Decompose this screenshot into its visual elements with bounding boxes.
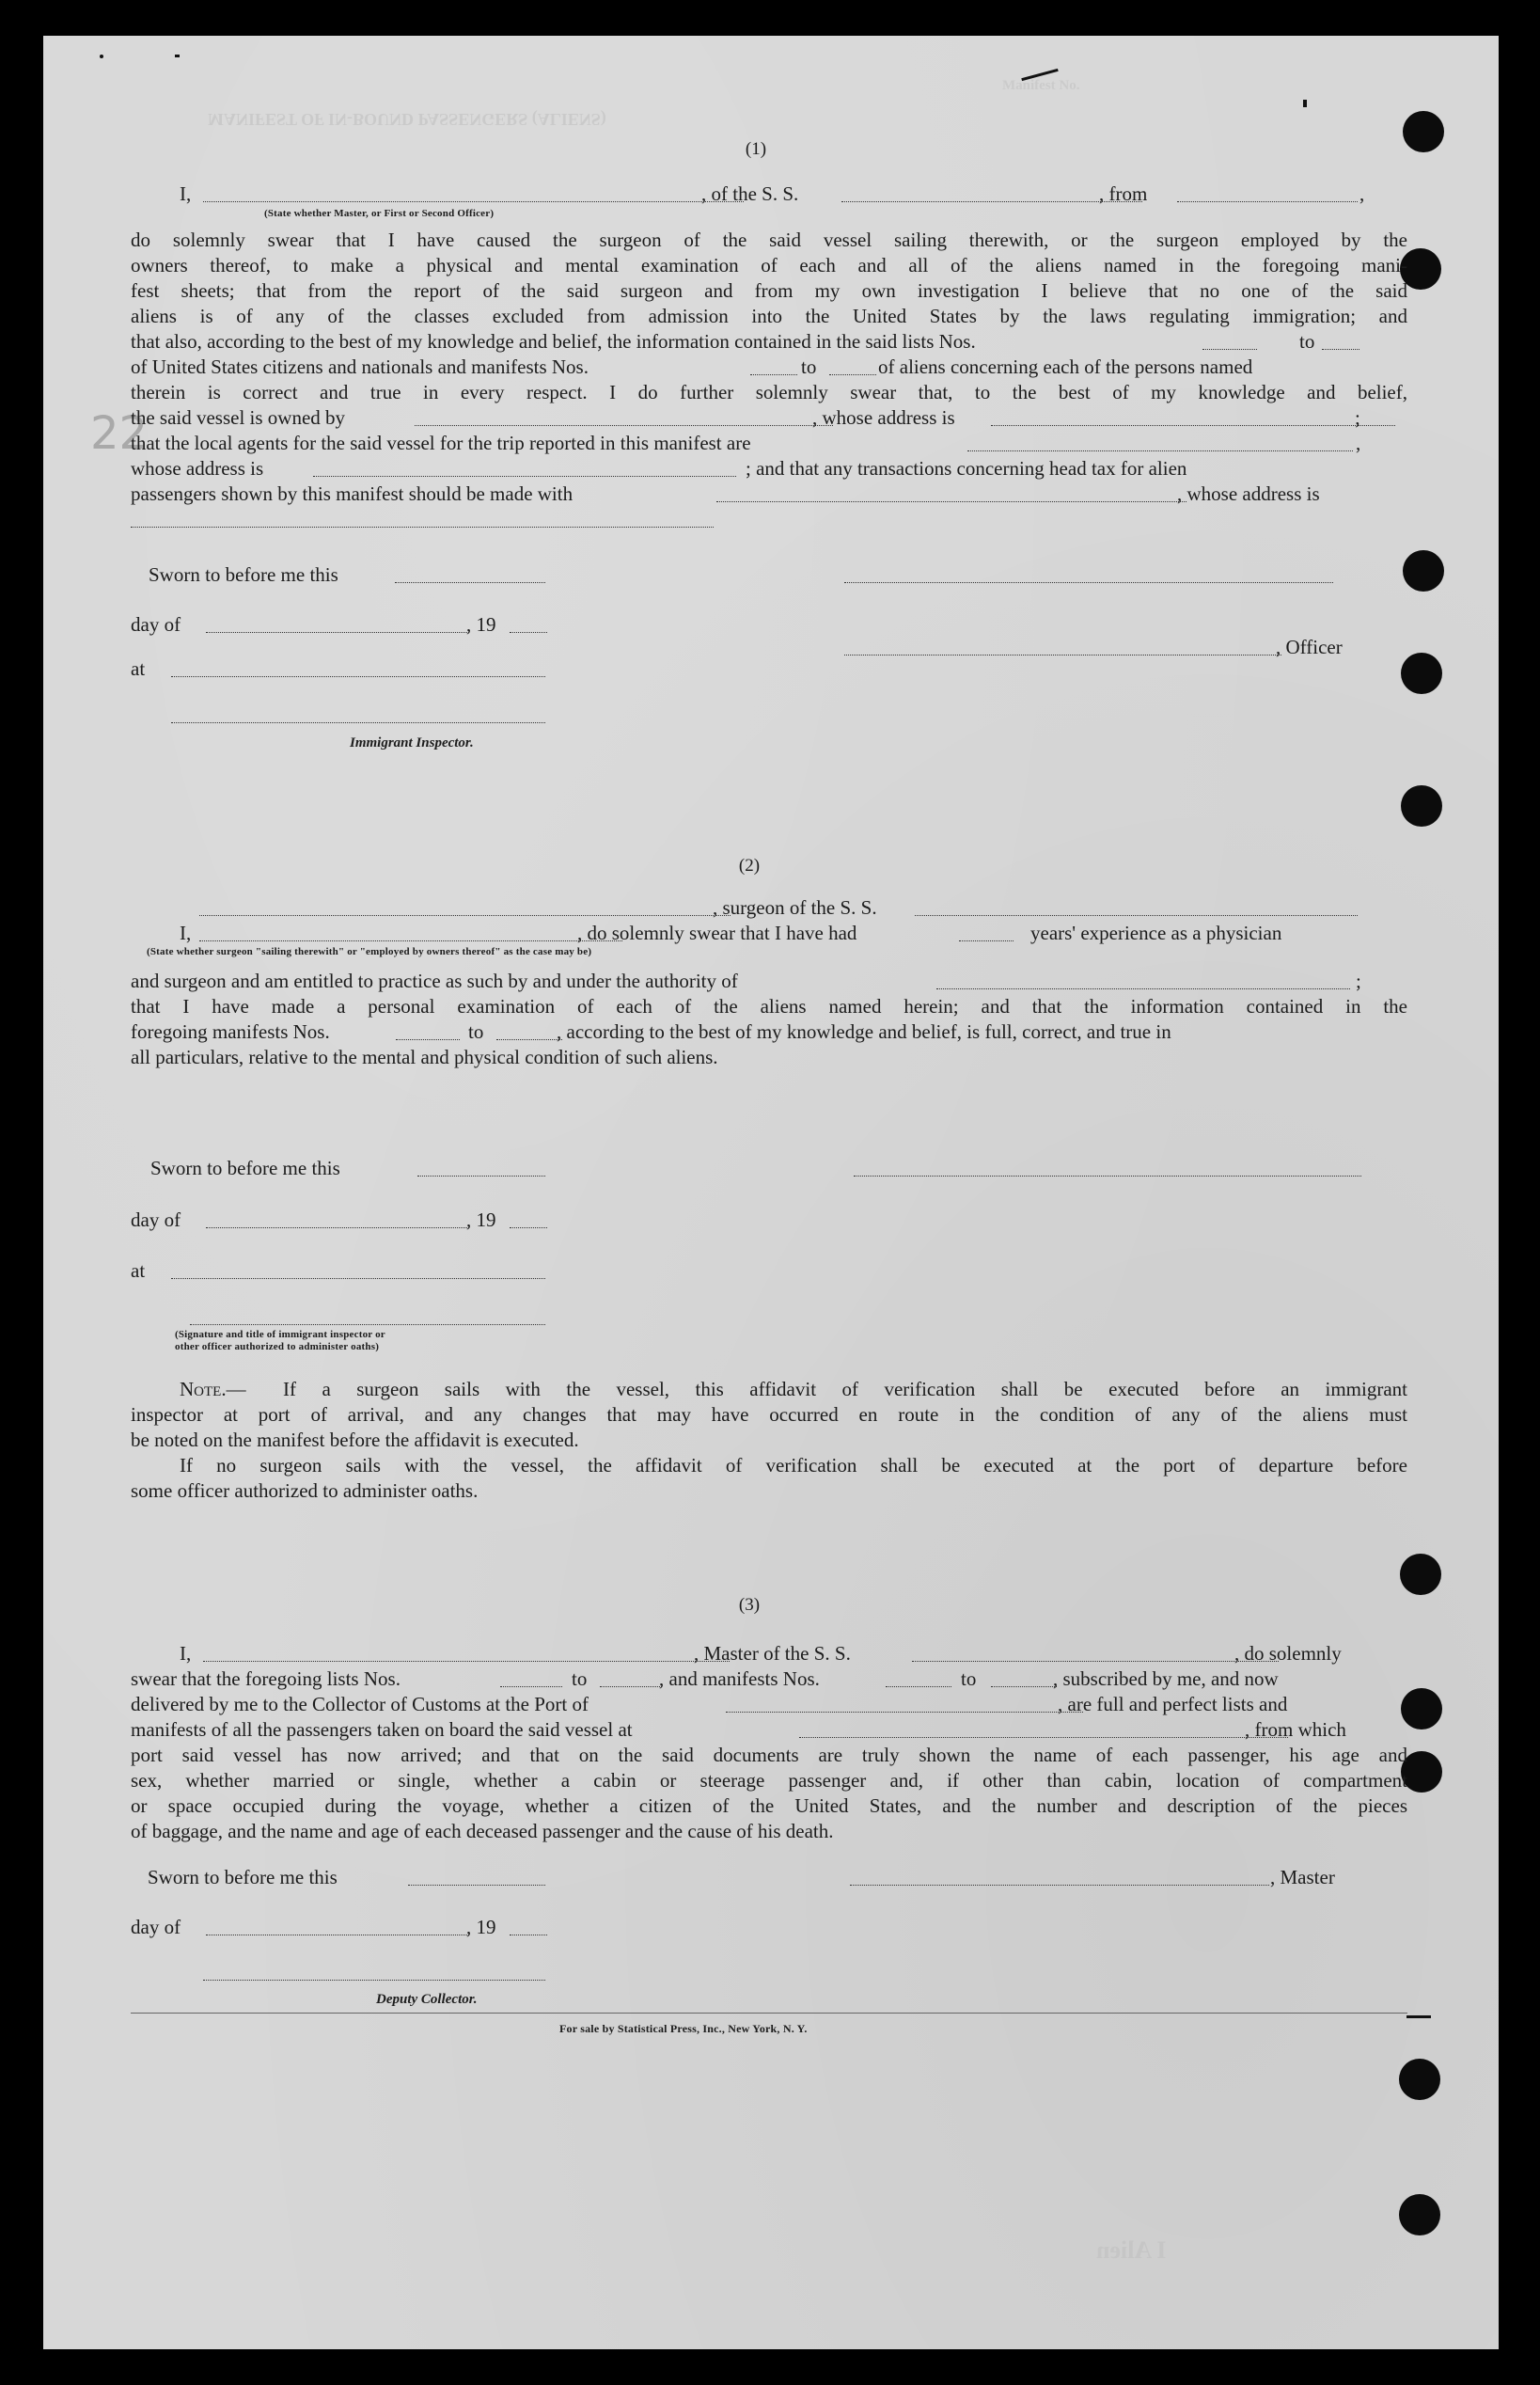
lists-no-from-field[interactable] [1202, 349, 1257, 350]
section-2-semicolon: ; [1356, 970, 1361, 992]
section-1-para-line: do solemnly swear that I have caused the surgeon of the said vessel sailing therewith, or the surgeon employed by the [131, 229, 1407, 251]
section-2-swear-text: , do solemnly swear that I have had [577, 922, 857, 944]
section-1-owned-label: the said vessel is owned by [131, 406, 346, 429]
section-3-manifests-from-field[interactable] [886, 1686, 951, 1687]
section-1-day-of-label: day of [131, 613, 181, 636]
section-3-number: (3) [738, 1595, 761, 1615]
surgeon-name-field[interactable] [199, 915, 731, 916]
section-2-signature-field[interactable] [854, 1176, 1361, 1177]
section-1-at-field[interactable] [171, 676, 545, 677]
section-3-sworn-day-field[interactable] [408, 1885, 545, 1886]
note-line: be noted on the manifest before the affidavit is executed. [131, 1429, 579, 1451]
section-2-year-field[interactable] [510, 1227, 547, 1228]
note-label-group [180, 1377, 246, 1401]
agent-address-field[interactable] [313, 476, 736, 477]
section-1-signature-field[interactable] [844, 582, 1333, 583]
lists-no-to-field[interactable] [1322, 349, 1359, 350]
section-3-master-of-label: , Master of the S. S. [694, 1642, 851, 1665]
owner-address-field[interactable] [991, 425, 1395, 426]
section-2-at-label: at [131, 1259, 146, 1282]
section-1-head-tax-address-label: , whose address is [1177, 482, 1320, 505]
section-3-day-of-label: day of [131, 1916, 181, 1938]
section-1-month-field[interactable] [206, 632, 469, 633]
section-3-lists-from-field[interactable] [500, 1686, 562, 1687]
section-3-perfect-lists-text: , are full and perfect lists and [1058, 1693, 1288, 1715]
section-3-solemnly-label: , do solemnly [1234, 1642, 1342, 1665]
section-3-collector-text: delivered by me to the Collector of Customs at the Port of [131, 1693, 589, 1715]
ink-speck [1303, 100, 1307, 107]
note-line: inspector at port of arrival, and any changes that may have occurred en route in the condition of any of the aliens must [131, 1403, 1407, 1426]
section-2-at-field[interactable] [171, 1278, 545, 1279]
section-2-manifests-from-field[interactable] [396, 1039, 460, 1040]
section-3-to-label-2: to [961, 1667, 977, 1690]
section-3-para-line: or space occupied during the voyage, whether a citizen of the United States, and the number and description of the pieces [131, 1794, 1407, 1817]
punch-hole [1401, 1688, 1442, 1730]
section-1-i-label: I, [180, 182, 192, 205]
section-1-comma: , [1359, 182, 1365, 205]
section-3-from-which-text: , from which [1245, 1718, 1346, 1741]
punch-hole [1399, 2059, 1440, 2100]
section-2-belief-text: , according to the best of my knowledge and belief, is full, correct, and true in [557, 1020, 1171, 1043]
section-2-officer-signature-field[interactable] [190, 1324, 545, 1325]
section-2-physician-text: years' experience as a physician [1030, 922, 1282, 944]
section-1-line5-to: to [1299, 330, 1315, 353]
head-tax-address-field[interactable] [131, 527, 714, 528]
section-3-i-label: I, [180, 1642, 192, 1665]
note-line-4-wrap [180, 1453, 1407, 1478]
ink-speck [100, 55, 103, 58]
section-2-number: (2) [738, 856, 761, 876]
section-3-para-line: sex, whether married or single, whether a cabin or steerage passenger and, if other than cabin, location of compartment [131, 1769, 1407, 1792]
section-1-line5-text: that also, according to the best of my knowledge and belief, the information contained in the said lists Nos. [131, 330, 976, 353]
punch-hole [1401, 785, 1442, 827]
section-1-agents-label: that the local agents for the said vessel for the trip reported in this manifest are [131, 432, 751, 454]
note-line: If a surgeon sails with the vessel, this affidavit of verification shall be executed before an immigrant [283, 1378, 1407, 1400]
note-line-2-wrap [131, 1402, 1407, 1428]
section-2-line6: all particulars, relative to the mental and physical condition of such aliens. [131, 1046, 718, 1068]
manifests-no-from-field[interactable] [750, 374, 797, 375]
section-2-surgeon-of-label: , surgeon of the S. S. [713, 896, 877, 919]
section-1-line6-text: of United States citizens and nationals and manifests Nos. [131, 355, 589, 378]
section-1-sworn-day-field[interactable] [395, 582, 545, 583]
section-3-master-name-field[interactable] [203, 1661, 730, 1662]
punch-hole [1399, 2194, 1440, 2235]
punch-hole [1400, 1554, 1441, 1595]
section-2-year-label: , 19 [466, 1208, 496, 1231]
section-2-i-label: I, [180, 922, 192, 944]
section-2-sworn-label: Sworn to before me this [150, 1157, 340, 1179]
master-label: , Master [1270, 1866, 1335, 1888]
inspector-signature-field[interactable] [171, 722, 545, 723]
section-2-manifests-label: foregoing manifests Nos. [131, 1020, 330, 1043]
deputy-collector-label: Deputy Collector. [376, 1992, 478, 2007]
section-3-to-label-1: to [572, 1667, 588, 1690]
head-tax-party-field[interactable] [716, 501, 1186, 502]
section-2-manifests-to-field[interactable] [496, 1039, 562, 1040]
section-1-line6-to: to [801, 355, 817, 378]
section-1-para-line: fest sheets; that from the report of the said surgeon and from my own investigation I believe that no one of the said [131, 279, 1407, 302]
section-1-of-ss-label: , of the S. S. [701, 182, 799, 205]
section-1-owner-address-label: , whose address is [812, 406, 955, 429]
section-1-para-line: aliens is of any of the classes excluded from admission into the United States by the laws regulating immigration; and [131, 305, 1407, 327]
section-2-month-field[interactable] [206, 1227, 469, 1228]
section-1-para-line: owners thereof, to make a physical and mental examination of each and all of the aliens named in the foregoing mani- [131, 254, 1407, 276]
section-3-lists-to-field[interactable] [600, 1686, 662, 1687]
punch-hole [1403, 550, 1444, 592]
section-2-authority-text: and surgeon and am entitled to practice as such by and under the authority of [131, 970, 738, 992]
section-1-at-label: at [131, 657, 146, 680]
section-1-year-label: , 19 [466, 613, 496, 636]
footer-rule [131, 2013, 1407, 2014]
section-3-boarding-port-field[interactable] [799, 1737, 1288, 1738]
bleed-through-header: MANIFEST OF IN-BOUND PASSENGERS (ALIENS) [208, 110, 606, 129]
section-2-caption: (State whether surgeon "sailing therewith" or "employed by owners thereof" as the case may be) [147, 946, 592, 957]
section-2-day-of-label: day of [131, 1208, 181, 1231]
section-1-line7 [131, 380, 1407, 405]
section-3-manifests-to-field[interactable] [991, 1686, 1057, 1687]
section-3-taken-on-board-text: manifests of all the passengers taken on board the said vessel at [131, 1718, 633, 1741]
section-1-head-tax-text: ; and that any transactions concerning head tax for alien [746, 457, 1187, 480]
note-label: Note. [180, 1378, 227, 1400]
manifest-affidavit-sheet [43, 36, 1499, 2349]
section-1-paragraph [131, 228, 1407, 329]
years-experience-field[interactable] [959, 940, 1014, 941]
immigrant-inspector-label: Immigrant Inspector. [350, 735, 474, 750]
printer-imprint: For sale by Statistical Press, Inc., New York, N. Y. [559, 2022, 808, 2035]
section-3-port-field[interactable] [726, 1712, 1083, 1713]
section-2-sig-caption-1: (Signature and title of immigrant inspector or [175, 1329, 385, 1340]
bleed-through-bottom: I Alien [1096, 2236, 1167, 2264]
section-1-agent-address-label: whose address is [131, 457, 264, 480]
authority-field[interactable] [936, 988, 1350, 989]
section-1-from-label: , from [1099, 182, 1148, 205]
manifests-no-to-field[interactable] [829, 374, 876, 375]
section-2-to-label: to [468, 1020, 484, 1043]
punch-hole [1403, 111, 1444, 152]
from-port-field[interactable] [1177, 201, 1358, 202]
section-1-line7-text: therein is correct and true in every respect. I do further solemnly swear that, to the best of my knowledge and belief, [131, 381, 1407, 403]
surgeon-name-line-2[interactable] [199, 940, 622, 941]
section-1-agents-comma: , [1356, 432, 1361, 454]
master-name-field[interactable] [203, 201, 744, 202]
side-number-mark: 22 [90, 407, 149, 460]
bleed-through-manifest-no: Manifest No. [1002, 78, 1080, 93]
section-1-sworn-label: Sworn to before me this [149, 563, 338, 586]
ink-speck [1406, 2015, 1431, 2018]
section-1-line6-end: of aliens concerning each of the persons named [878, 355, 1253, 378]
section-3-para-line: port said vessel has now arrived; and that on the said documents are truly shown the name of each passenger, his age and [131, 1744, 1407, 1766]
local-agents-field[interactable] [967, 450, 1353, 451]
note-dash: — [226, 1378, 246, 1400]
section-2-ship-name-field[interactable] [915, 915, 1358, 916]
section-3-ship-name-field[interactable] [912, 1661, 1279, 1662]
section-3-paragraph [131, 1743, 1407, 1819]
section-2-sworn-day-field[interactable] [417, 1176, 545, 1177]
note-line: If no surgeon sails with the vessel, the affidavit of verification shall be executed at the port of departure before [180, 1454, 1407, 1477]
deputy-collector-signature-field[interactable] [203, 1980, 545, 1981]
section-2-line4 [131, 994, 1407, 1019]
section-2-line4-text: that I have made a personal examination of each of the aliens named herein; and that the information contained in the [131, 995, 1407, 1018]
note-line-1-wrap [283, 1377, 1407, 1402]
section-3-sworn-label: Sworn to before me this [148, 1866, 338, 1888]
section-2-sig-caption-2: other officer authorized to administer oaths) [175, 1341, 380, 1352]
ink-speck [175, 55, 180, 57]
section-3-subscribed-text: , subscribed by me, and now [1053, 1667, 1279, 1690]
section-3-year-label: , 19 [466, 1916, 496, 1938]
ship-name-field[interactable] [841, 201, 1142, 202]
section-1-number: (1) [745, 139, 767, 159]
section-3-para-line: of baggage, and the name and age of each deceased passenger and the cause of his death. [131, 1820, 834, 1842]
section-1-year-field[interactable] [510, 632, 547, 633]
section-3-lists-label: swear that the foregoing lists Nos. [131, 1667, 401, 1690]
officer-label: , Officer [1276, 636, 1343, 658]
section-1-semicolon: ; [1355, 406, 1360, 429]
section-1-passengers-text: passengers shown by this manifest should be made with [131, 482, 574, 505]
section-1-caption: (State whether Master, or First or Second Officer) [264, 208, 495, 219]
section-3-manifests-label: , and manifests Nos. [659, 1667, 820, 1690]
owner-field[interactable] [415, 425, 833, 426]
note-line: some officer authorized to administer oaths. [131, 1479, 479, 1502]
punch-hole [1401, 653, 1442, 694]
section-3-master-signature-field[interactable] [850, 1885, 1269, 1886]
